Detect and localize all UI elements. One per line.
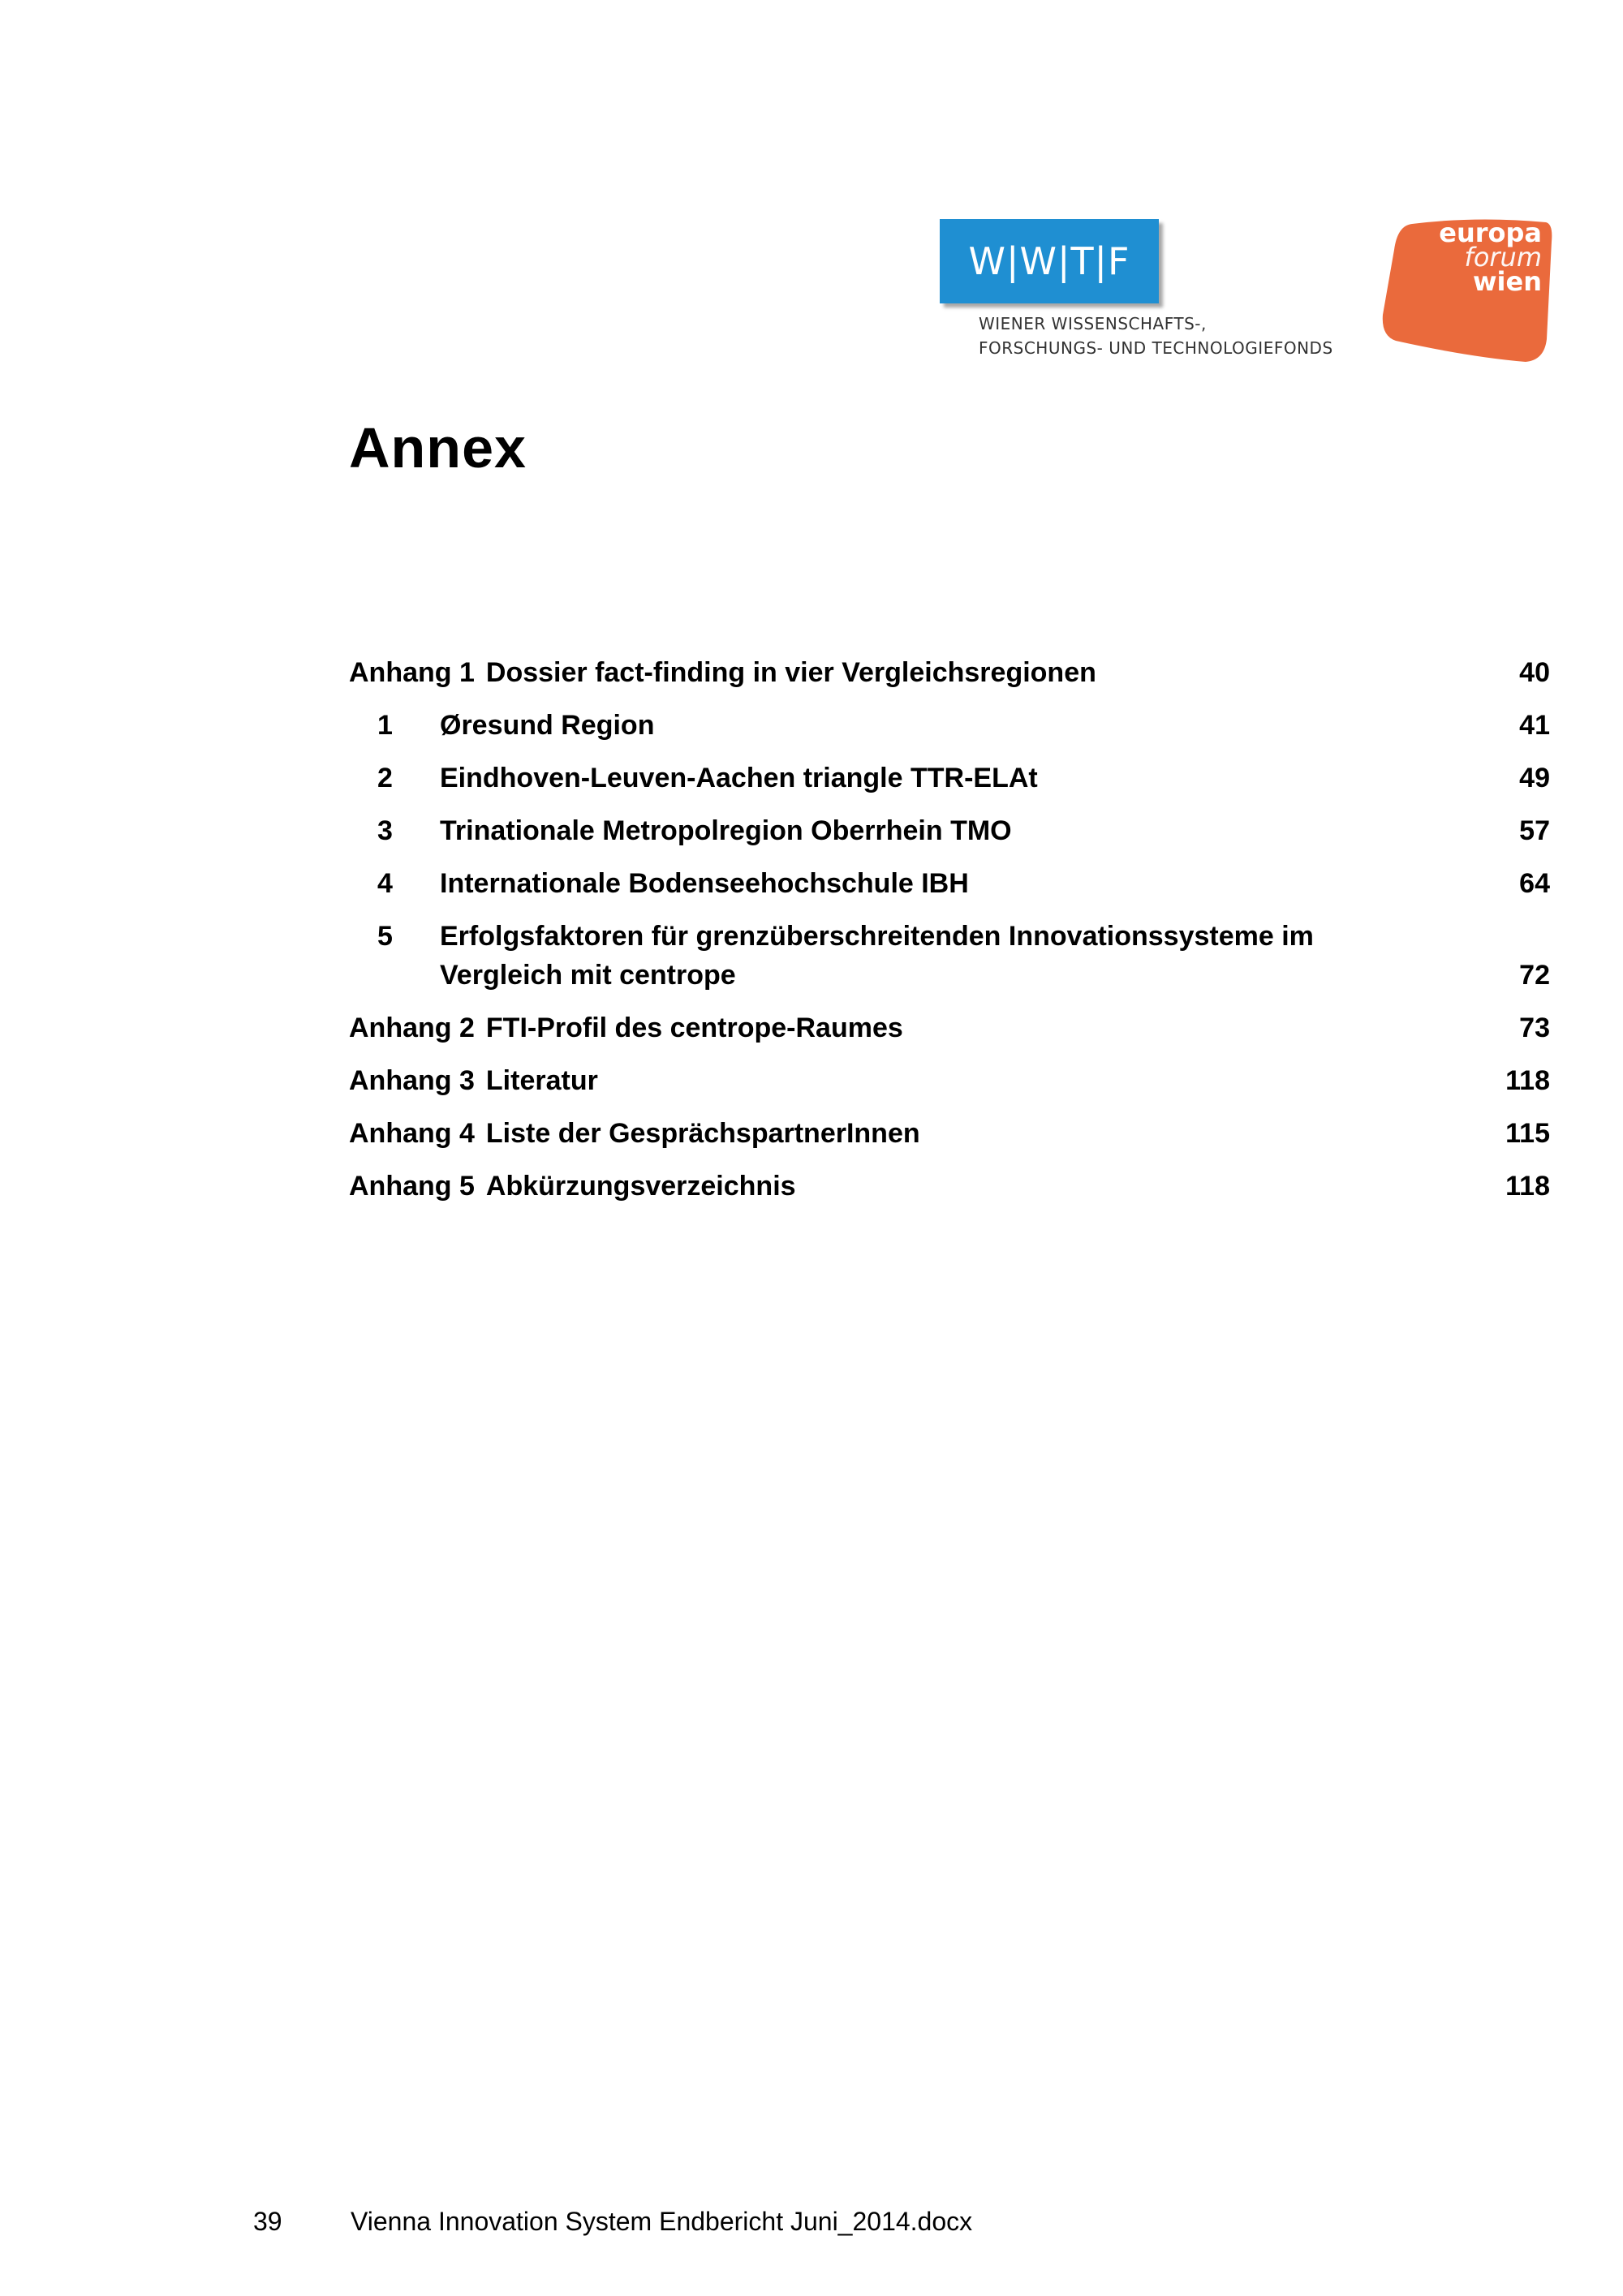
wwtf-logo-mark: W|W|T|F (968, 239, 1130, 283)
toc-entry-number: 5 (377, 921, 393, 952)
toc-entry-anhang-2[interactable] (349, 1008, 1550, 1047)
toc-entry-prefix: Anhang 3 (349, 1065, 475, 1096)
toc-entry-title: Dossier fact-finding in vier Vergleichsregionen (485, 657, 1096, 688)
toc-entry-title: FTI-Profil des centrope-Raumes (485, 1013, 903, 1043)
toc-entry-4[interactable] (349, 864, 1550, 903)
toc-entry-page: 115 (1505, 1118, 1550, 1149)
toc-entry-page: 41 (1519, 710, 1550, 741)
toc-entry-prefix: Anhang 2 (349, 1013, 475, 1043)
toc-entry-title: Abkürzungsverzeichnis (485, 1171, 796, 1202)
toc-entry-anhang-5[interactable] (349, 1167, 1550, 1206)
europa-logo-line-1: europa (1439, 217, 1542, 248)
page-title: Annex (349, 416, 527, 479)
toc-entry-page: 64 (1519, 868, 1550, 899)
toc-entry-title: Internationale Bodenseehochschule IBH (440, 868, 969, 899)
toc-entry-3[interactable] (349, 811, 1550, 850)
toc-entry-5[interactable] (349, 917, 1550, 995)
toc-entry-number: 4 (377, 868, 393, 899)
table-of-contents (349, 653, 1550, 1219)
toc-entry-page: 49 (1519, 763, 1550, 793)
toc-entry-1[interactable] (349, 706, 1550, 745)
toc-entry-page: 40 (1519, 657, 1550, 688)
toc-entry-title: Literatur (485, 1065, 598, 1096)
wwtf-caption-line-1: WIENER WISSENSCHAFTS-, (979, 314, 1207, 333)
toc-entry-number: 3 (377, 815, 393, 846)
wwtf-logo (940, 219, 1159, 303)
toc-entry-2[interactable] (349, 759, 1550, 798)
toc-entry-anhang-3[interactable] (349, 1061, 1550, 1100)
toc-entry-anhang-1[interactable] (349, 653, 1550, 692)
toc-entry-title: Eindhoven-Leuven-Aachen triangle TTR-ELAt (440, 763, 1038, 793)
toc-entry-page: 72 (1519, 960, 1550, 991)
toc-entry-page: 57 (1519, 815, 1550, 846)
toc-entry-prefix: Anhang 1 (349, 657, 475, 688)
toc-entry-title: Øresund Region (440, 710, 655, 741)
toc-entry-title: Trinationale Metropolregion Oberrhein TMO (440, 815, 1012, 846)
footer-page-number: 39 (253, 2207, 282, 2236)
toc-entry-page: 118 (1505, 1065, 1550, 1096)
toc-entry-anhang-4[interactable] (349, 1114, 1550, 1153)
toc-entry-number: 2 (377, 763, 393, 793)
europa-logo-line-3: wien (1472, 266, 1542, 297)
europa-forum-logo-text (1380, 217, 1542, 297)
europa-logo-line-2: forum (1464, 242, 1542, 273)
toc-entry-title: Liste der GesprächspartnerInnen (485, 1118, 920, 1149)
wwtf-caption-line-2: FORSCHUNGS- UND TECHNOLOGIEFONDS (979, 338, 1333, 358)
footer-file-name: Vienna Innovation System Endbericht Juni_2014.docx (351, 2207, 973, 2236)
toc-entry-prefix: Anhang 5 (349, 1171, 475, 1202)
wwtf-logo-caption (979, 312, 1333, 360)
toc-entry-page: 118 (1505, 1171, 1550, 1202)
toc-entry-prefix: Anhang 4 (349, 1118, 475, 1149)
toc-entry-page: 73 (1519, 1013, 1550, 1043)
toc-entry-title: Erfolgsfaktoren für grenzüberschreitenden Innovationssysteme im Vergleich mit centrope (440, 921, 1314, 991)
toc-entry-number: 1 (377, 710, 393, 741)
